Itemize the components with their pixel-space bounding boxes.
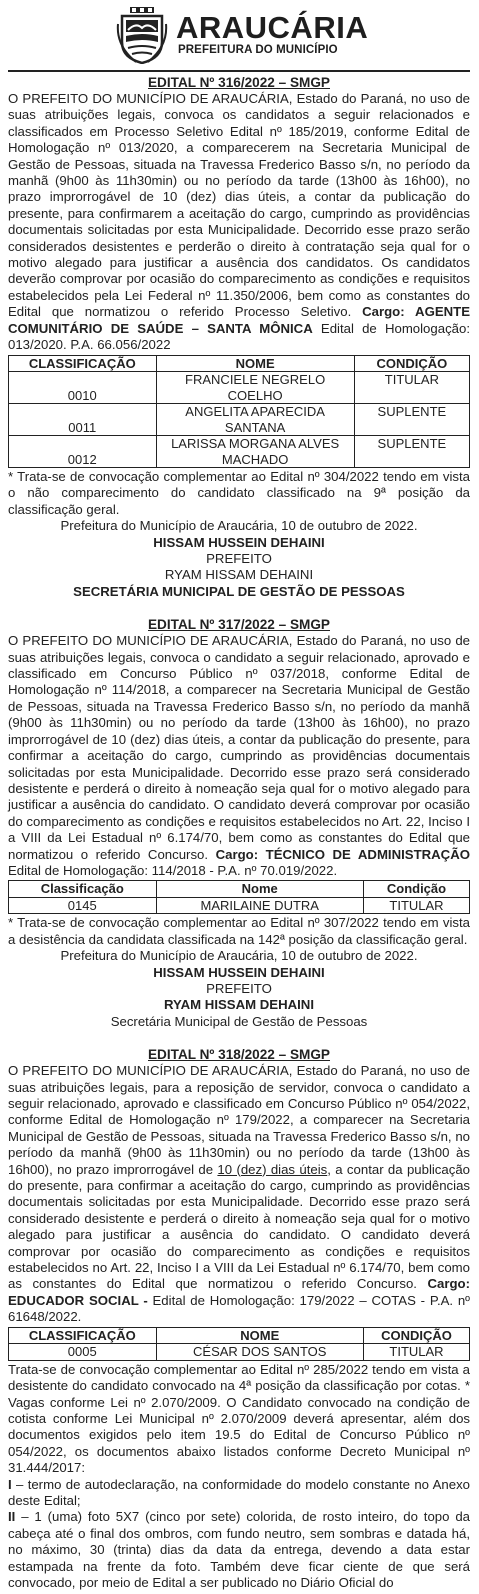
col-nome: NOME: [156, 1327, 363, 1344]
edital-317-signer: HISSAM HUSSEIN DEHAINI: [153, 964, 325, 980]
edital-318-text-b: , a contar da publicação do presente, para confirmar a aceitação do cargo, cumprindo as providências documentais solicitadas por esta Municipalidade. Decorrido esse prazo será considerado desistente e perderá o direito à nomeação seja qual for o motivo alegado para justificar a ausência do candidato. O candidato deverá comprovar por ocasião do comparecimento as condições e requisitos estabelecidos no Art. 22, Inciso I a VIII da Lei Estadual nº 6.174/70, bem como as constantes do Edital que normatizou o referido Concurso.: [8, 1161, 470, 1292]
table-header-row: [9, 1327, 470, 1344]
cell-nome: ANGELITA APARECIDA SANTANA: [156, 404, 354, 436]
edital-317-table: [8, 880, 470, 914]
col-condicao: CONDIÇÃO: [363, 1327, 469, 1344]
municipal-crest-icon: [116, 6, 168, 64]
document-page: [8, 0, 470, 1591]
cell-condicao: SUPLENTE: [354, 436, 469, 468]
cell-nome: CÉSAR DOS SANTOS: [156, 1344, 363, 1361]
col-nome: Nome: [156, 881, 363, 898]
edital-316-signer: HISSAM HUSSEIN DEHAINI: [153, 534, 325, 550]
cell-classificacao: 0010: [9, 372, 157, 404]
table-row: [9, 1344, 470, 1361]
edital-316-cargo: Cargo: AGENTE COMUNITÁRIO DE SAÚDE – SANTA MÔNICA: [8, 304, 470, 336]
edital-318: [8, 1046, 470, 1591]
edital-318-cargo-rest: Edital de Homologação: 179/2022 – COTAS - P.A. nº 61648/2022.: [8, 1292, 470, 1325]
col-nome: NOME: [156, 355, 354, 372]
table-row: [9, 404, 470, 436]
edital-318-table: [8, 1327, 470, 1361]
edital-318-text-a: O PREFEITO DO MUNICÍPIO DE ARAUCÁRIA, Estado do Paraná, no uso de suas atribuições legais, para a reposição de servidor, convoca o candidato a seguir relacionado, aprovado e classificado em Concurso Público nº 054/2022, conforme Edital de Homologação nº 179/2022, a comparecer na Secretaria Municipal de Gestão de Pessoas, situada na Travessa Frederico Basso s/n, no período da manhã (9h00 às 11h30min) ou no período da tarde (13h00 às 16h00), no prazo improrrogável de: [8, 1063, 470, 1177]
edital-318-cargo: Cargo: EDUCADOR SOCIAL -: [8, 1276, 470, 1308]
edital-318-item-1: [8, 1477, 470, 1510]
cell-classificacao: 0145: [9, 897, 157, 914]
item-2-text: – 1 (uma) foto 5X7 (cinco por sete) colorida, de rosto inteiro, do topo da cabeça até o final dos ombros, com fundo neutro, sem sombras e datada há, no máximo, 30 (trinta) dias da data da entrega, devendo a data estar estampada na frente da foto. Também deve ficar ciente de que será convocado, por meio de Edital a ser publicado no Diário Oficial do: [8, 1509, 470, 1590]
edital-317-place-date: Prefeitura do Município de Araucária, 10 de outubro de 2022.: [60, 948, 418, 964]
edital-317-text: O PREFEITO DO MUNICÍPIO DE ARAUCÁRIA, Estado do Paraná, no uso de suas atribuições legais, convoca o candidato a seguir relacionado, aprovado e classificado em Concurso Público nº 037/2018, conforme Edital de Homologação nº 114/2018, a comparecer na Secretaria Municipal de Gestão de Pessoas, situada na Travessa Frederico Basso s/n, no período da manhã (9h00 às 11h30min) ou no período da tarde (13h00 às 16h00), no prazo improrrogável de 10 (dez) dias úteis, a contar da publicação do presente, para confirmar a aceitação do cargo, cumprindo as providências documentais solicitadas por esta Municipalidade. Decorrido esse prazo será considerado desistente e perderá o direito à nomeação seja qual for o motivo alegado para justificar a ausência do candidato. O candidato deverá comprovar por ocasião do comparecimento as condições e requisitos estabelecidos no Art. 22, Inciso I a VIII da Lei Estadual nº 6.174/70, bem como as constantes do Edital que normatizou o referido Concurso.: [8, 633, 470, 862]
edital-316-table: [8, 355, 470, 469]
table-header-row: [9, 881, 470, 898]
edital-316-secretary-role: SECRETÁRIA MUNICIPAL DE GESTÃO DE PESSOAS: [73, 583, 405, 599]
edital-316-note: * Trata-se de convocação complementar ao Edital nº 304/2022 tendo em vista o não comparecimento do candidato classificado na 9ª posição da classificação geral.: [8, 469, 470, 517]
edital-318-item-2: [8, 1509, 470, 1591]
edital-317-signer-role: PREFEITO: [206, 980, 272, 996]
cell-nome: LARISSA MORGANA ALVES MACHADO: [156, 436, 354, 468]
cell-nome: FRANCIELE NEGRELO COELHO: [156, 372, 354, 404]
cell-classificacao: 0011: [9, 404, 157, 436]
edital-317-title: EDITAL Nº 317/2022 – SMGP: [147, 617, 330, 633]
edital-316-place-date: Prefeitura do Município de Araucária, 10 de outubro de 2022.: [60, 518, 418, 534]
masthead: [8, 0, 470, 72]
edital-317: [8, 616, 470, 1030]
edital-316-secretary: RYAM HISSAM DEHAINI: [164, 567, 314, 583]
col-condicao: CONDIÇÃO: [354, 355, 469, 372]
edital-316-title: EDITAL Nº 316/2022 – SMGP: [147, 75, 330, 90]
edital-317-cargo: Cargo: TÉCNICO DE ADMINISTRAÇÃO: [215, 846, 470, 862]
edital-316-body: [8, 91, 470, 354]
col-classificacao: CLASSIFICAÇÃO: [9, 355, 157, 372]
cell-classificacao: 0012: [9, 436, 157, 468]
table-row: [9, 436, 470, 468]
cell-condicao: SUPLENTE: [354, 404, 469, 436]
edital-318-body: [8, 1063, 470, 1326]
edital-317-cargo-rest: Edital de Homologação: 114/2018 - P.A. nº 70.019/2022.: [8, 862, 338, 878]
cell-condicao: TITULAR: [363, 897, 469, 914]
item-2-number: II: [8, 1509, 16, 1525]
masthead-subtitle: PREFEITURA DO MUNICÍPIO: [178, 44, 338, 56]
item-1-number: I: [8, 1476, 12, 1492]
edital-317-secretary-role: Secretária Municipal de Gestão de Pessoas: [110, 1013, 368, 1029]
edital-317-body: [8, 633, 470, 879]
table-header-row: [9, 355, 470, 372]
edital-317-secretary: RYAM HISSAM DEHAINI: [164, 997, 314, 1013]
col-condicao: Condição: [363, 881, 469, 898]
edital-317-note: * Trata-se de convocação complementar ao Edital nº 307/2022 tendo em vista a desistência da candidata classificada na 142ª posição da classificação geral.: [8, 915, 470, 947]
edital-316: [8, 74, 470, 600]
edital-316-signer-role: PREFEITO: [206, 551, 272, 567]
edital-316-text: O PREFEITO DO MUNICÍPIO DE ARAUCÁRIA, Estado do Paraná, no uso de suas atribuições legais, convoca os candidatos a seguir relacionados e classificados em Processo Seletivo Edital nº 185/2019, conforme Edital de Homologação nº 013/2020, a comparecerem na Secretaria Municipal de Gestão de Pessoas, situada na Travessa Frederico Basso s/n, no período da manhã (9h00 às 11h30min) ou no período da tarde (13h00 às 16h00), no prazo improrrogável de 10 (dez) dias úteis, a contar da publicação do presente, para confirmarem a aceitação do cargo, cumprindo as providências documentais solicitadas por esta Municipalidade. Decorrido esse prazo serão considerados desistentes e perderão o direito à contratação seja qual for o motivo alegado para justificar a ausência dos candidatos. Os candidatos deverão comprovar por ocasião do comparecimento as condições e requisitos estabelecidos pela Lei Federal nº 11.350/2006, bem como as constantes do Edital que normatizou o referido Processo Seletivo.: [8, 91, 470, 320]
cell-nome: MARILAINE DUTRA: [156, 897, 363, 914]
edital-318-title: EDITAL Nº 318/2022 – SMGP: [147, 1047, 330, 1063]
col-classificacao: Classificação: [9, 881, 157, 898]
masthead-name: ARAUCÁRIA: [176, 10, 369, 45]
item-1-text: – termo de autodeclaração, na conformidade do modelo constante no Anexo deste Edital;: [8, 1476, 470, 1508]
edital-318-note: Trata-se de convocação complementar ao Edital nº 285/2022 tendo em vista a desistente do candidato convocado na 4ª posição da classificação por cotas. * Vagas conforme Lei nº 2.070/2009. O Candidato convocado na condição de cotista conforme Lei Municipal nº 2.070/2009 deverá apresentar, além dos documentos exigidos pelo item 19.5 do Edital de Concurso Público nº 054/2022, os documentos abaixo listados conforme Decreto Municipal nº 31.444/2017:: [8, 1361, 470, 1476]
table-row: [9, 372, 470, 404]
cell-classificacao: 0005: [9, 1344, 157, 1361]
col-classificacao: CLASSIFICAÇÃO: [9, 1327, 157, 1344]
edital-316-cargo-rest: Edital de Homologação: 013/2020. P.A. 66.056/2022: [8, 320, 470, 353]
edital-318-deadline: 10 (dez) dias úteis: [217, 1161, 328, 1177]
cell-condicao: TITULAR: [354, 372, 469, 404]
cell-condicao: TITULAR: [363, 1344, 469, 1361]
table-row: [9, 897, 470, 914]
